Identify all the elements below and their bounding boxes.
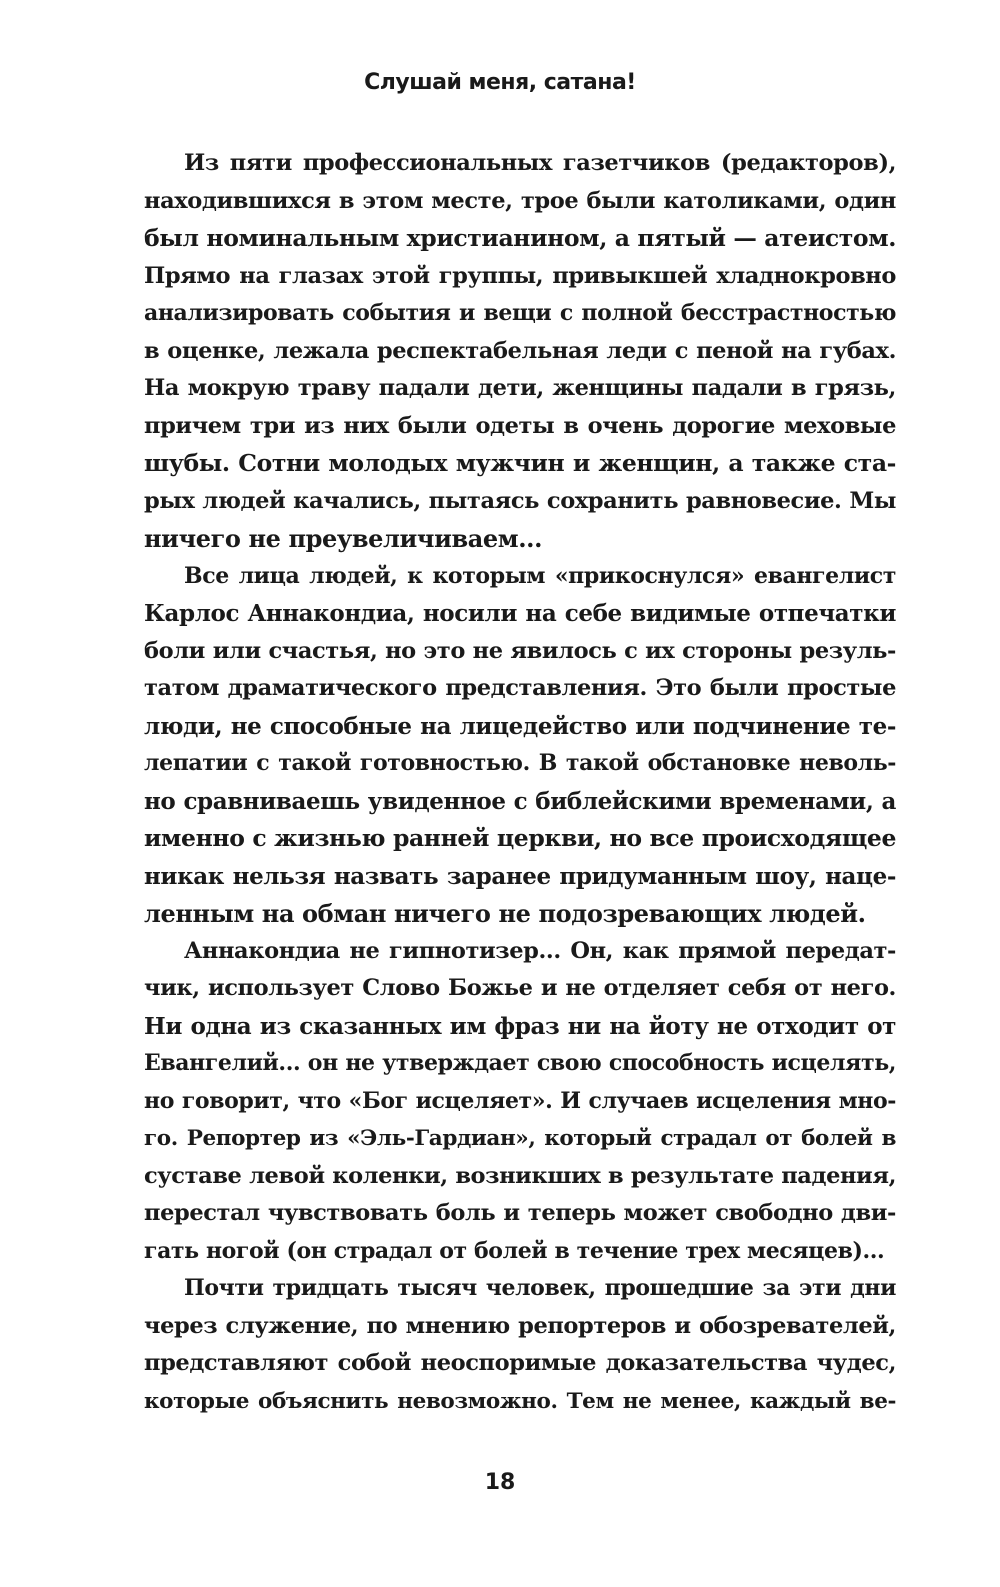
text-line: Аннакондиа не гипнотизер... Он, как прямой передат- [184, 937, 896, 964]
text-line: но говорит, что «Бог исцеляет». И случаев исцеления мно- [144, 1087, 896, 1114]
text-line: татом драматического представления. Это были простые [144, 675, 896, 701]
text-line: Почти тридцать тысяч человек, прошедшие за эти дни [184, 1275, 896, 1301]
text-line: На мокрую траву падали дети, женщины падали в грязь, [144, 375, 896, 401]
running-head: Слушай меня, сатана! [364, 70, 636, 95]
text-line: именно с жизнью ранней церкви, но все происходящее [144, 824, 896, 852]
text-line: Все лица людей, к которым «прикоснулся» евангелист [184, 562, 896, 589]
text-line: анализировать события и вещи с полной бесстрастностью [144, 300, 896, 326]
text-line: ленным на обман ничего не подозревающих людей. [144, 899, 866, 928]
text-line: в оценке, лежала респектабельная леди с пеной на губах. [144, 337, 896, 364]
text-line: Евангелий... он не утверждает свою способность исцелять, [144, 1050, 896, 1076]
text-line: лепатии с такой готовностью. В такой обстановке неволь- [144, 750, 896, 776]
text-line: которые объяснить невозможно. Тем не менее, каждый ве- [144, 1388, 896, 1414]
text-line: люди, не способные на лицедейство или подчинение те- [144, 712, 896, 740]
text-line: перестал чувствовать боль и теперь может свободно дви- [144, 1200, 896, 1226]
text-line: чик, использует Слово Божье и не отделяет себя от него. [144, 975, 896, 1001]
text-line: Ни одна из сказанных им фраз ни на йоту не отходит от [144, 1012, 896, 1040]
text-line: гать ногой (он страдал от болей в течение трех месяцев)... [144, 1237, 885, 1264]
text-line: но сравниваешь увиденное с библейскими временами, а [144, 787, 896, 815]
text-line: Прямо на глазах этой группы, привыкшей хладнокровно [144, 262, 896, 289]
text-line: находившихся в этом месте, трое были католиками, один [144, 187, 896, 214]
text-line: рых людей качались, пытаясь сохранить равновесие. Мы [144, 487, 896, 514]
text-line: го. Репортер из «Эль-Гардиан», который страдал от болей в [144, 1126, 896, 1151]
text-line: боли или счастья, но это не явилось с их стороны резуль- [144, 637, 896, 664]
text-line: никак нельзя назвать заранее придуманным шоу, наце- [144, 862, 896, 890]
text-line: причем три из них были одеты в очень дорогие меховые [144, 412, 896, 439]
text-line: Из пяти профессиональных газетчиков (редакторов), [184, 150, 896, 176]
body-text [144, 145, 896, 1420]
page-number: 18 [484, 1470, 516, 1495]
text-line: представляют собой неоспоримые доказательства чудес, [144, 1350, 896, 1376]
text-line: суставе левой коленки, возникших в результате падения, [144, 1162, 896, 1189]
text-line: был номинальным христианином, а пятый — атеистом. [144, 224, 896, 252]
text-line: через служение, по мнению репортеров и обозревателей, [144, 1312, 896, 1339]
text-line: шубы. Сотни молодых мужчин и женщин, а также ста- [144, 449, 896, 477]
text-line: Карлос Аннакондиа, носили на себе видимые отпечатки [144, 600, 896, 627]
text-line: ничего не преувеличиваем... [144, 524, 543, 553]
